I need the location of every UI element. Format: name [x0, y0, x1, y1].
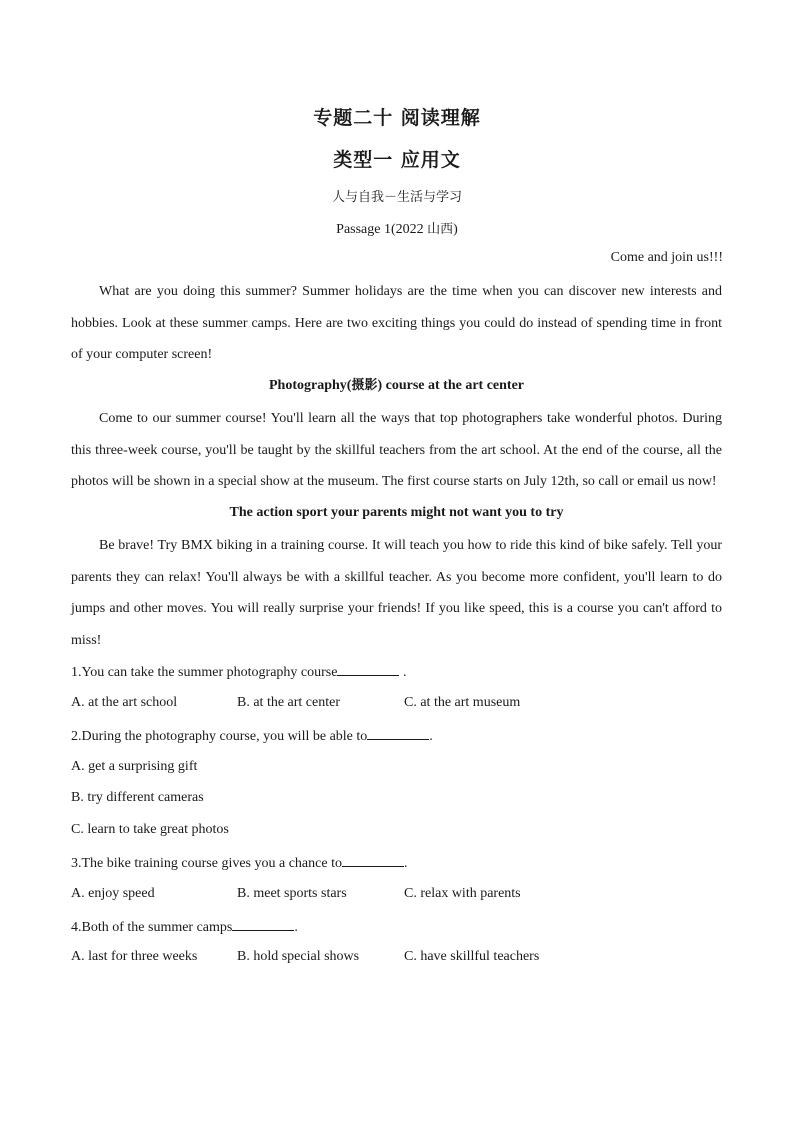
q1-option-a[interactable]: A. at the art school — [71, 695, 178, 710]
answer-blank-1[interactable] — [337, 663, 399, 676]
question-1-end: . — [399, 665, 407, 680]
question-1-stem: 1.You can take the summer photography course — [71, 665, 338, 680]
question-2-stem: 2.During the photography course, you will be able to — [71, 729, 368, 744]
question-3 — [71, 854, 407, 872]
question-4 — [71, 918, 298, 936]
q1-option-c[interactable]: C. at the art museum — [404, 695, 521, 710]
q2-option-a[interactable]: A. get a surprising gift — [71, 759, 198, 774]
q3-option-a[interactable]: A. enjoy speed — [71, 886, 155, 901]
passage-label-close: ) — [453, 222, 458, 237]
topic-subtitle: 人与自我－生活与学习 — [331, 190, 462, 205]
heading-photography-pre: Photography( — [268, 378, 352, 393]
photography-paragraph: Come to our summer course! You'll learn all the ways that top photographers take wonderful photos. During this three-week course, you'll be taught by the skillful teachers from the art school. At the end of the course, all the photos will be shown in a special show at the museum. The first course starts on July 12th, so call or email us now! — [71, 411, 722, 490]
answer-blank-2[interactable] — [367, 727, 429, 740]
q4-option-a[interactable]: A. last for three weeks — [71, 949, 198, 964]
q1-option-b[interactable]: B. at the art center — [237, 695, 341, 710]
question-3-end: . — [403, 856, 408, 871]
intro-paragraph: What are you doing this summer? Summer holidays are the time when you can discover new interests and hobbies. Look at these summer camps. Here are two exciting things you could do instead of spending time in front of your computer screen! — [71, 284, 722, 363]
q3-option-b[interactable]: B. meet sports stars — [237, 886, 347, 901]
question-3-stem: 3.The bike training course gives you a chance to — [71, 856, 342, 871]
section-heading-photography — [71, 376, 722, 396]
section-heading-action-sport: The action sport your parents might not want you to try — [229, 505, 564, 520]
question-2-end: . — [429, 729, 433, 744]
question-4-end: . — [294, 920, 298, 935]
q4-option-b[interactable]: B. hold special shows — [237, 949, 360, 964]
q4-option-c[interactable]: C. have skillful teachers — [404, 949, 540, 964]
question-4-stem: 4.Both of the summer camps — [71, 920, 233, 935]
passage-label — [0, 218, 794, 238]
signoff-text: Come and join us!!! — [610, 250, 723, 265]
q3-option-c[interactable]: C. relax with parents — [404, 886, 521, 901]
answer-blank-3[interactable] — [342, 854, 404, 867]
q2-option-c[interactable]: C. learn to take great photos — [71, 822, 229, 837]
answer-blank-4[interactable] — [232, 918, 294, 931]
heading-photography-cn: 摄影 — [351, 378, 378, 393]
question-2 — [71, 727, 433, 745]
bmx-paragraph: Be brave! Try BMX biking in a training course. It will teach you how to ride this kind of bike safely. Tell your parents they can relax! You'll always be with a skillful teacher. As you become more confident, you'll learn to do jumps and other moves. You will really surprise your friends! If you like speed, this is a course you can't afford to miss! — [71, 538, 722, 649]
question-type-title: 类型一 应用文 — [333, 149, 461, 171]
passage-label-text: Passage 1(2022 — [336, 222, 428, 237]
passage-province: 山西 — [427, 222, 454, 237]
heading-photography-post: ) course at the art center — [377, 378, 524, 393]
q2-option-b[interactable]: B. try different cameras — [71, 790, 204, 805]
document-title: 专题二十 阅读理解 — [313, 107, 481, 129]
question-1 — [71, 663, 406, 681]
